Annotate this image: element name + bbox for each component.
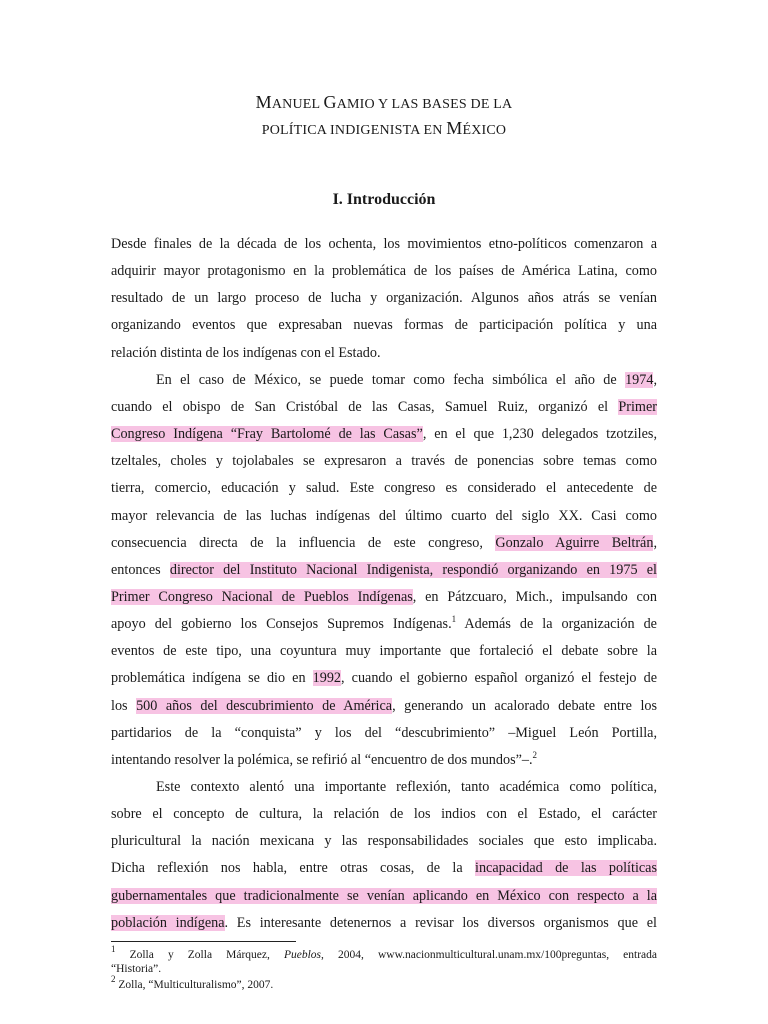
highlighted-text: Gonzalo Aguirre Beltrán [495, 534, 654, 551]
text-run: pluricultural la nación mexicana y las responsabilidades sociales que esto implicaba. [111, 833, 657, 850]
footnote [111, 944, 657, 962]
text-run: entonces [111, 561, 170, 578]
text-run: En el caso de México, se puede tomar como fecha simbólica el año de [156, 371, 626, 388]
text-line [111, 507, 657, 525]
text-line [111, 425, 657, 443]
text-run: ANUEL [271, 97, 324, 112]
highlighted-text: gubernamentales que tradicionalmente se venían aplicando en México con respecto a la [111, 887, 657, 904]
text-line [156, 371, 657, 389]
text-run: tierra, comercio, educación y salud. Este congreso es considerado el antecedente de [111, 480, 657, 497]
text-run: eventos de este tipo, una coyuntura muy importante que fortaleció el debate sobre la [111, 643, 657, 660]
text-run: . Es interesante detenernos a revisar los diversos organismos que el [224, 914, 657, 931]
text-run: , en el que 1,230 delegados tzotziles, [422, 426, 657, 443]
section-heading: I. Introducción [332, 191, 436, 208]
text-line [111, 887, 657, 905]
text-run: problemática indígena se dio en [111, 670, 313, 687]
text-line [111, 805, 657, 823]
footnote [111, 962, 657, 976]
text-run: , cuando el gobierno español organizó el festejo de [341, 670, 657, 687]
text-run: M [446, 118, 463, 138]
highlighted-text: 1974 [625, 371, 654, 388]
highlighted-text: población indígena [111, 914, 225, 931]
text-line [156, 778, 657, 796]
footnote-ref: 2 [532, 749, 538, 760]
text-run: Además de la organización de [456, 616, 657, 633]
text-line [111, 534, 657, 552]
text-run: mayor relevancia de las luchas indígenas del último cuarto del siglo XX. Casi como [111, 507, 657, 524]
text-run: los [111, 697, 137, 714]
text-line [111, 262, 657, 280]
text-run: intentando resolver la polémica, se refirió al “encuentro de dos mundos”–. [111, 751, 533, 768]
text-line [111, 859, 657, 877]
text-line [111, 642, 657, 660]
text-line [111, 452, 657, 470]
text-line [111, 398, 657, 416]
text-run: adquirir mayor protagonismo en la problemática de los países de América Latina, como [111, 263, 657, 280]
text-line [111, 832, 657, 850]
text-run: G [323, 92, 337, 112]
text-run: “Historia”. [111, 963, 162, 975]
text-run: consecuencia directa de la influencia de este congreso, [111, 534, 496, 551]
text-line [111, 316, 657, 334]
text-run: ÉXICO [462, 123, 507, 138]
text-line [111, 289, 657, 307]
highlighted-text: Congreso Indígena “Fray Bartolomé de las Casas” [111, 426, 423, 443]
text-line [111, 561, 657, 579]
text-run: resultado de un largo proceso de lucha y organización. Algunos años atrás se venían [111, 290, 657, 307]
text-run: apoyo del gobierno los Consejos Supremos Indígenas. [111, 616, 452, 633]
text-line [111, 751, 657, 769]
text-run: partidarios de la “conquista” y los del “descubrimiento” –Miguel León Portilla, [111, 724, 657, 741]
highlighted-text: Primer Congreso Nacional de Pueblos Indígenas [111, 588, 413, 605]
text-run: AMIO Y LAS BASES DE LA [336, 97, 513, 112]
text-line [111, 724, 657, 742]
highlighted-text: incapacidad de las políticas [475, 860, 657, 877]
text-line [111, 914, 657, 932]
text-run: sobre el concepto de cultura, la relación de los indios con el Estado, el carácter [111, 806, 657, 823]
title-line-1 [0, 92, 768, 113]
text-run: Dicha reflexión nos habla, entre otras cosas, de la [111, 860, 475, 877]
italic-text: Pueblos [283, 949, 322, 961]
text-run: organizando eventos que expresaban nuevas formas de participación política y una [111, 317, 657, 334]
text-run: POLÍTICA INDIGENISTA EN [261, 123, 447, 138]
title-line-2 [0, 118, 768, 139]
text-line [111, 669, 657, 687]
text-line [111, 588, 657, 606]
text-run: cuando el obispo de San Cristóbal de las Casas, Samuel Ruiz, organizó el [111, 398, 619, 415]
text-run: Zolla y Zolla Márquez, [115, 949, 284, 961]
footnote-ref: 1 [111, 944, 116, 954]
highlighted-text: 1992 [312, 670, 342, 687]
footnote [111, 974, 657, 992]
text-run: , generando un acalorado debate entre los [392, 697, 657, 714]
text-run: , [653, 534, 657, 551]
footnote-ref: 2 [111, 974, 116, 984]
footnote-rule [111, 941, 296, 942]
text-run: Zolla, “Multiculturalismo”, 2007. [115, 979, 274, 991]
highlighted-text: Primer [618, 398, 657, 415]
text-run: , en Pátzcuaro, Mich., impulsando con [412, 588, 657, 605]
highlighted-text: director del Instituto Nacional Indigenista, respondió organizando en 1975 el [169, 561, 658, 578]
text-run: tzeltales, choles y tojolabales se expresaron a través de ponencias sobre temas como [111, 453, 657, 470]
footnote-ref: 1 [451, 614, 457, 625]
highlighted-text: 500 años del descubrimiento de América [136, 697, 393, 714]
text-line [111, 697, 657, 715]
text-line [111, 479, 657, 497]
text-run: Este contexto alentó una importante reflexión, tanto académica como política, [156, 779, 657, 795]
text-line [111, 344, 657, 362]
text-line [111, 235, 657, 253]
text-run: Desde finales de la década de los ochenta, los movimientos etno-políticos comenzaron a [111, 236, 657, 252]
text-run: , [653, 371, 657, 388]
text-line [111, 615, 657, 633]
text-run: relación distinta de los indígenas con el Estado. [111, 344, 381, 361]
text-run: , 2004, www.nacionmulticultural.unam.mx/100preguntas, entrada [321, 949, 657, 961]
text-run: M [255, 92, 272, 112]
